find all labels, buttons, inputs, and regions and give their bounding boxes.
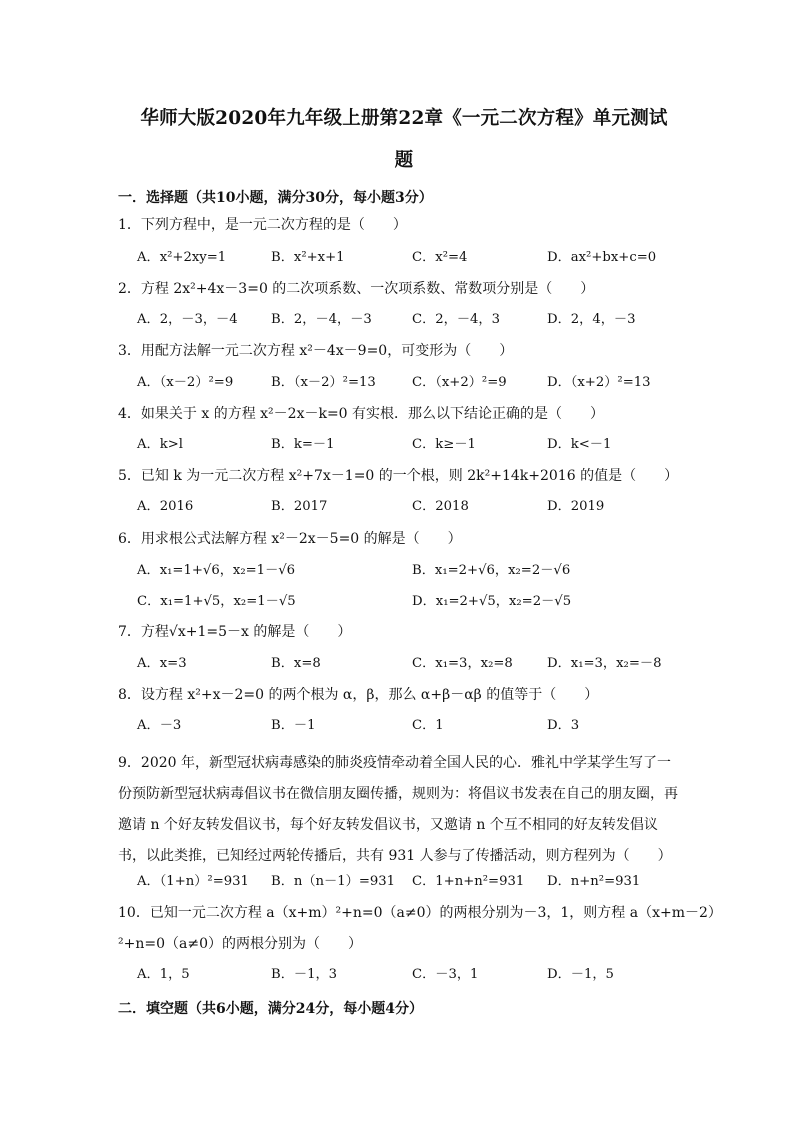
question-3-option-a: A．（x－2）²=9 [137, 375, 234, 390]
question-4-stem: 4．如果关于 x 的方程 x²－2x－k=0 有实根．那么以下结论正确的是（ ） [118, 406, 605, 422]
document-title-line2: 题 [394, 150, 414, 171]
question-6-option-d: D．x₁=2+√5，x₂=2－√5 [412, 594, 572, 609]
question-6-stem: 6．用求根公式法解方程 x²－2x－5=0 的解是（ ） [118, 531, 462, 547]
question-7-option-b: B．x=8 [271, 656, 321, 671]
question-2-option-c: C．2，－4，3 [412, 312, 501, 327]
question-3-option-b: B．（x－2）²=13 [271, 375, 376, 390]
question-3-option-d: D．（x+2）²=13 [547, 375, 651, 390]
question-5-option-d: D．2019 [547, 499, 605, 514]
document-title-line1: 华师大版2020年九年级上册第22章《一元二次方程》单元测试 [140, 108, 668, 129]
question-10-option-d: D．－1，5 [547, 967, 614, 982]
question-6-option-a: A．x₁=1+√6，x₂=1－√6 [137, 563, 296, 578]
question-9-stem: 9．2020 年，新型冠状病毒感染的肺炎疫情牵动着全国人民的心．雅礼中学某学生写了一份预防新型冠状病毒倡议书在微信朋友圈传播，规则为：将倡议书发表在自己的朋友圈，再邀请 n 个好友转发倡议书，每个好友转发倡议书，又邀请 n 个互不相同的好友转发倡议书，以此类推，已知经过两轮传播后，共有 931 人参与了传播活动，则方程列为（ ） [118, 755, 678, 864]
question-6-option-b: B．x₁=2+√6，x₂=2－√6 [412, 563, 571, 578]
question-2-option-b: B．2，－4，－3 [271, 312, 372, 327]
section-heading-choice: 一．选择题（共10小题，满分30分，每小题3分） [118, 190, 433, 206]
question-8-option-d: D．3 [547, 718, 580, 733]
question-8-option-a: A．－3 [137, 718, 182, 733]
question-5-option-b: B．2017 [271, 499, 328, 514]
question-3-stem: 3．用配方法解一元二次方程 x²－4x－9=0，可变形为（ ） [118, 343, 514, 359]
question-7-stem: 7．方程√x+1=5－x 的解是（ ） [118, 624, 352, 640]
question-9-option-d: D．n+n²=931 [547, 874, 641, 889]
question-1-stem: 1．下列方程中，是一元二次方程的是（ ） [118, 217, 407, 233]
question-2-stem: 2．方程 2x²+4x－3=0 的二次项系数、一次项系数、常数项分别是（ ） [118, 281, 595, 297]
question-1-option-b: B．x²+x+1 [271, 250, 345, 265]
question-1-option-a: A．x²+2xy=1 [137, 250, 227, 265]
question-4-option-a: A．k>l [137, 437, 183, 452]
question-5-option-a: A．2016 [137, 499, 194, 514]
question-2-option-d: D．2，4，－3 [547, 312, 636, 327]
question-10-stem-line1: 10．已知一元二次方程 a（x+m）²+n=0（a≠0）的两根分别为－3，1，则方程 a（x+m－2） [118, 905, 722, 921]
question-10-option-b: B．－1，3 [271, 967, 338, 982]
question-10-option-a: A．1，5 [137, 967, 190, 982]
question-1-option-d: D．ax²+bx+c=0 [547, 250, 657, 265]
question-5-stem: 5．已知 k 为一元二次方程 x²+7x－1=0 的一个根，则 2k²+14k+2016 的值是（ ） [118, 468, 679, 484]
question-10-stem-line2: ²+n=0（a≠0）的两根分别为（ ） [118, 936, 362, 952]
question-2-option-a: A．2，－3，－4 [137, 312, 238, 327]
question-4-option-d: D．k<－1 [547, 437, 612, 452]
question-6-option-c: C．x₁=1+√5，x₂=1－√5 [137, 594, 296, 609]
question-4-option-b: B．k=－1 [271, 437, 335, 452]
question-8-option-c: C．1 [412, 718, 444, 733]
question-7-option-d: D．x₁=3，x₂=－8 [547, 656, 662, 671]
question-5-option-c: C．2018 [412, 499, 469, 514]
question-3-option-c: C．（x+2）²=9 [412, 375, 507, 390]
question-9-option-c: C．1+n+n²=931 [412, 874, 525, 889]
question-4-option-c: C．k≥－1 [412, 437, 476, 452]
question-8-option-b: B．－1 [271, 718, 316, 733]
question-1-option-c: C．x²=4 [412, 250, 468, 265]
question-10-option-c: C．－3，1 [412, 967, 479, 982]
question-7-option-a: A．x=3 [137, 656, 187, 671]
question-7-option-c: C．x₁=3，x₂=8 [412, 656, 513, 671]
section-heading-fill-in: 二．填空题（共6小题，满分24分，每小题4分） [118, 1001, 423, 1017]
question-9-option-a: A．（1+n）²=931 [137, 874, 249, 889]
question-9-option-b: B．n（n－1）=931 [271, 874, 396, 889]
question-8-stem: 8．设方程 x²+x－2=0 的两个根为 α，β，那么 α+β－αβ 的值等于（ ） [118, 687, 599, 703]
